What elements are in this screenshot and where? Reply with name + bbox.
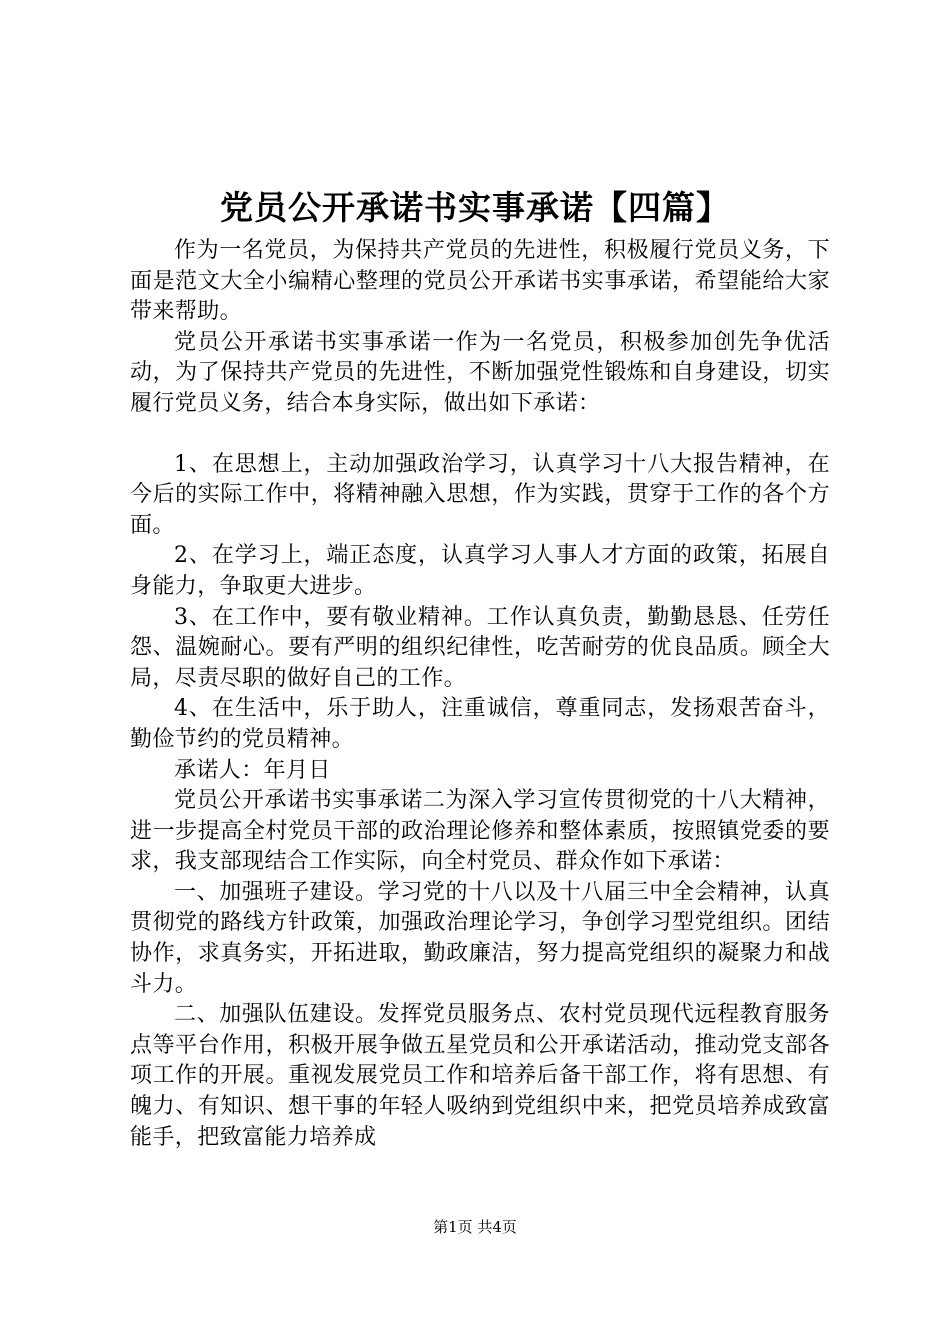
- paragraph-item-3: 3、在工作中，要有敬业精神。工作认真负责，勤勤恳恳、任劳任怨、温婉耐心。要有严明的组织纪律性，吃苦耐劳的优良品质。顾全大局，尽责尽职的做好自己的工作。: [130, 604, 830, 691]
- document-title: 党员公开承诺书实事承诺【四篇】: [220, 188, 730, 227]
- paragraph-section-two-intro: 党员公开承诺书实事承诺二为深入学习宣传贯彻党的十八大精神，进一步提高全村党员干部的政治理论修养和整体素质，按照镇党委的要求，我支部现结合工作实际，向全村党员、群众作如下承诺：: [130, 788, 830, 875]
- paragraph-item-1: 1、在思想上，主动加强政治学习，认真学习十八大报告精神，在今后的实际工作中，将精神融入思想，作为实践，贯穿于工作的各个方面。: [130, 451, 830, 538]
- paragraph-section-one-intro: 党员公开承诺书实事承诺一作为一名党员，积极参加创先争优活动，为了保持共产党员的先进性，不断加强党性锻炼和自身建设，切实履行党员义务，结合本身实际，做出如下承诺：: [130, 329, 830, 416]
- page-number: 第1页 共4页: [433, 1218, 517, 1236]
- paragraph-section-two-item-2: 二、加强队伍建设。发挥党员服务点、农村党员现代远程教育服务点等平台作用，积极开展争做五星党员和公开承诺活动，推动党支部各项工作的开展。重视发展党员工作和培养后备干部工作，将有思想、有魄力、有知识、想干事的年轻人吸纳到党组织中来，把党员培养成致富能手，把致富能力培养成: [130, 1002, 830, 1150]
- document-body: [130, 236, 830, 1153]
- paragraph-section-two-item-1: 一、加强班子建设。学习党的十八以及十八届三中全会精神，认真贯彻党的路线方针政策，加强政治理论学习，争创学习型党组织。团结协作，求真务实，开拓进取，勤政廉洁，努力提高党组织的凝聚力和战斗力。: [130, 879, 830, 997]
- paragraph-item-2: 2、在学习上，端正态度，认真学习人事人才方面的政策，拓展自身能力，争取更大进步。: [130, 543, 830, 599]
- paragraph-intro: 作为一名党员，为保持共产党员的先进性，积极履行党员义务，下面是范文大全小编精心整理的党员公开承诺书实事承诺，希望能给大家带来帮助。: [130, 238, 830, 325]
- paragraph-item-4: 4、在生活中，乐于助人，注重诚信，尊重同志，发扬艰苦奋斗，勤俭节约的党员精神。: [130, 696, 830, 752]
- paragraph-signature: 承诺人：年月日: [174, 757, 331, 783]
- blank-line: [130, 420, 830, 450]
